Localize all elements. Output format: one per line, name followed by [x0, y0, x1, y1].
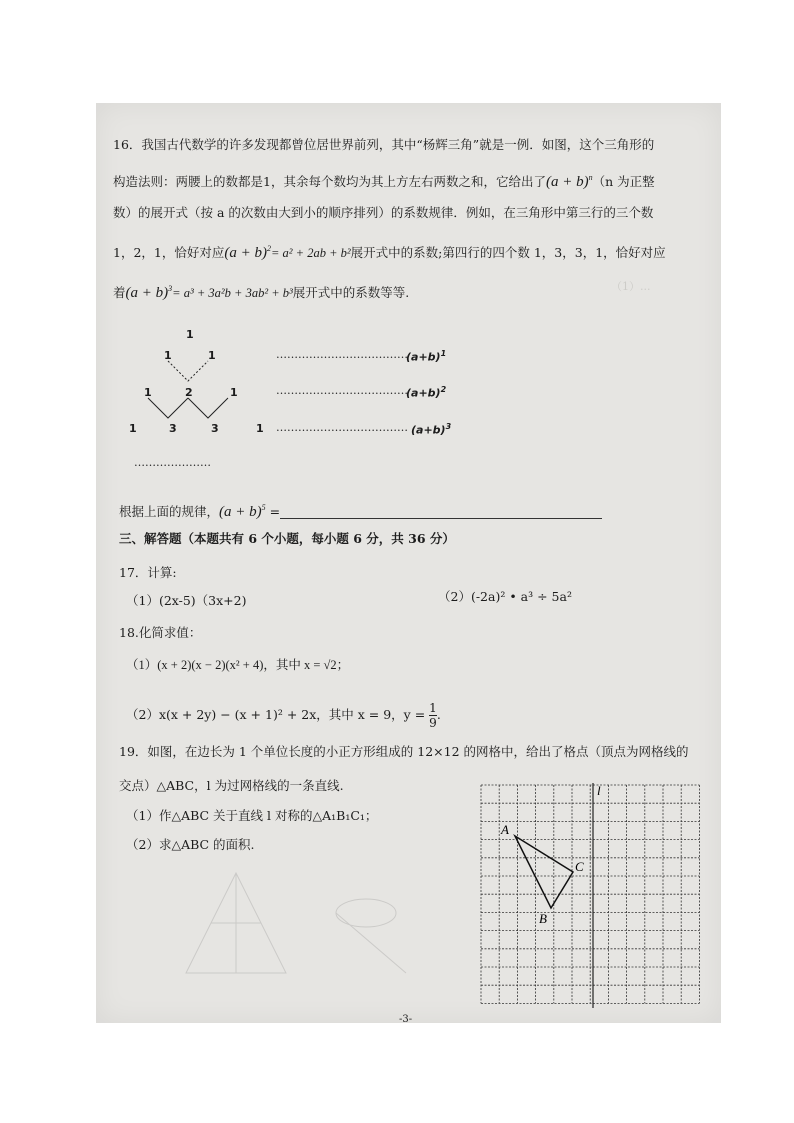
- tri-r4-c3: 3: [211, 422, 219, 435]
- label-b: B: [539, 911, 547, 926]
- q16-answer-line: 根据上面的规律，$(a + b)^5$ =: [119, 499, 602, 521]
- q16-line3: 数）的展开式（按 a 的次数由大到小的顺序排列）的系数规律．例如，在三角形中第三行的三个数: [113, 205, 654, 220]
- page-number: -3-: [399, 1014, 413, 1023]
- expansion-label-1: $(a+b)^1$: [406, 349, 447, 364]
- expansion-label-2: $(a+b)^2$: [406, 385, 447, 400]
- label-c: C: [575, 859, 584, 874]
- q18-part2: （2）x(x + 2y) − (x + 1)² + 2x，其中 x = 9，y = $\frac{1}{9}$ .: [126, 701, 441, 730]
- dots-row3: ………………………………: [276, 421, 408, 434]
- q16-line5: 着$(a + b)^3= a^3 + 3a^2b + 3ab^2 + b^3$展开式中的系数等等.: [113, 284, 410, 301]
- q18-title: 18.化简求值：: [119, 625, 202, 640]
- grid-lines: [481, 785, 699, 1003]
- label-l: l: [597, 783, 601, 798]
- q19-part2: （2）求△ABC 的面积.: [126, 837, 255, 852]
- q19-part1: （1）作△ABC 关于直线 l 对称的△A₁B₁C₁；: [126, 808, 378, 823]
- tri-r4-c2: 3: [169, 422, 177, 435]
- tri-r3-c3: 1: [230, 386, 238, 399]
- q19-line1: 19．如图，在边长为 1 个单位长度的小正方形组成的 12×12 的网格中，给出了格点（顶点为网格线的: [119, 744, 689, 759]
- dots-row1: ………………………………: [276, 348, 408, 361]
- dots-row5: …………………: [134, 456, 211, 469]
- triangle-abc: [515, 836, 573, 908]
- tri-r2-c1: 1: [164, 349, 172, 362]
- tri-r4-c4: 1: [256, 422, 264, 435]
- tri-r3-c2: 2: [185, 386, 193, 399]
- section-3-heading: 三、解答题（本题共有 6 个小题，每小题 6 分，共 36 分）: [119, 531, 455, 546]
- tri-r2-c2: 1: [208, 349, 216, 362]
- fraction-one-ninth: $\frac{1}{9}$: [429, 701, 437, 730]
- q19-line2: 交点）△ABC，l 为过网格线的一条直线.: [119, 778, 344, 793]
- bleed-through-figures: [176, 863, 436, 1003]
- bleed-through-text: （1）...: [611, 280, 651, 293]
- grid-12x12: [479, 783, 704, 1008]
- q16-line1: 16．我国古代数学的许多发现都曾位居世界前列，其中“杨辉三角”就是一例．如图，这个三角形的: [113, 137, 655, 152]
- q17-part2: （2）(-2a)² • a³ ÷ 5a²: [438, 589, 572, 604]
- q18-part1: （1）(x + 2)(x − 2)(x² + 4)，其中 x = √2；: [126, 658, 350, 672]
- expansion-label-3: $(a+b)^3$: [411, 422, 452, 437]
- label-a: A: [501, 822, 509, 837]
- tri-r3-c1: 1: [144, 386, 152, 399]
- q17-part1: （1）(2x-5)（3x+2): [126, 593, 247, 608]
- q16-line2: 构造法则：两腰上的数都是1，其余每个数均为其上方左右两数之和，它给出了$(a + b)^n(n$ 为正整: [113, 173, 655, 190]
- tri-r4-c1: 1: [129, 422, 137, 435]
- q17-title: 17．计算:: [119, 565, 177, 580]
- exam-paper: [96, 103, 721, 1023]
- answer-blank[interactable]: [280, 506, 602, 519]
- tri-r1-c1: 1: [186, 328, 194, 341]
- q16-line4: 1，2，1，恰好对应$(a + b)^2= a^2 + 2ab + b^2$展开式中的系数;第四行的四个数 1，3，3，1，恰好对应: [113, 244, 666, 261]
- dots-row2: ………………………………: [276, 384, 408, 397]
